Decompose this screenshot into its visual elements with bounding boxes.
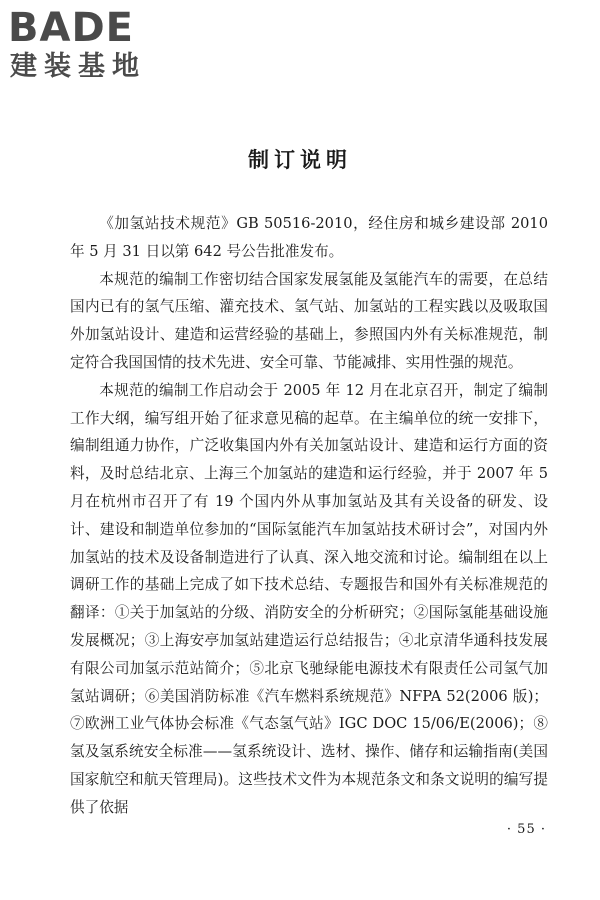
- paragraph: 本规范的编制工作启动会于 2005 年 12 月在北京召开，制定了编制工作大纲，编写组开始了征求意见稿的起草。在主编单位的统一安排下，编制组通力协作，广泛收集国内外有关加氢站设计、建造和运行方面的资料，及时总结北京、上海三个加氢站的建造和运行经验，并于 2007 年 5 月在杭州市召开了有 19 个国内外从事加氢站及其有关设备的研发、设计、建设和制造单位参加的“国际氢能汽车加氢站技术研讨会”，对国内外加氢站的技术及设备制造进行了认真、深入地交流和讨论。编制组在以上调研工作的基础上完成了如下技术总结、专题报告和国外有关标准规范的翻译：①关于加氢站的分级、消防安全的分析研究；②国际氢能基础设施发展概况；③上海安亭加氢站建造运行总结报告；④北京清华通科技发展有限公司加氢示范站简介；⑤北京飞驰绿能电源技术有限责任公司氢气加氢站调研；⑥美国消防标准《汽车燃料系统规范》NFPA 52(2006 版)；⑦欧洲工业气体协会标准《气态氢气站》IGC DOC 15/06/E(2006)；⑧氢及氢系统安全标准——氢系统设计、选材、操作、储存和运输指南(美国国家航空和航天管理局)。这些技术文件为本规范条文和条文说明的编写提供了依据: [70, 381, 548, 816]
- page-title: 制订说明: [248, 148, 352, 172]
- page-number: · 55 ·: [506, 822, 546, 837]
- logo-subtitle: 建装基地: [10, 51, 146, 82]
- logo: [8, 6, 178, 86]
- paragraph: 《加氢站技术规范》GB 50516-2010，经住房和城乡建设部 2010 年 5 月 31 日以第 642 号公告批准发布。: [70, 215, 548, 260]
- paragraph: 本规范的编制工作密切结合国家发展氢能及氢能汽车的需要，在总结国内已有的氢气压缩、灌充技术、氢气站、加氢站的工程实践以及吸取国外加氢站设计、建造和运营经验的基础上，参照国内外有关标准规范，制定符合我国国情的技术先进、安全可靠、节能减排、实用性强的规范。: [70, 270, 548, 371]
- logo-word: BADE: [8, 5, 134, 51]
- body-text: [70, 210, 548, 822]
